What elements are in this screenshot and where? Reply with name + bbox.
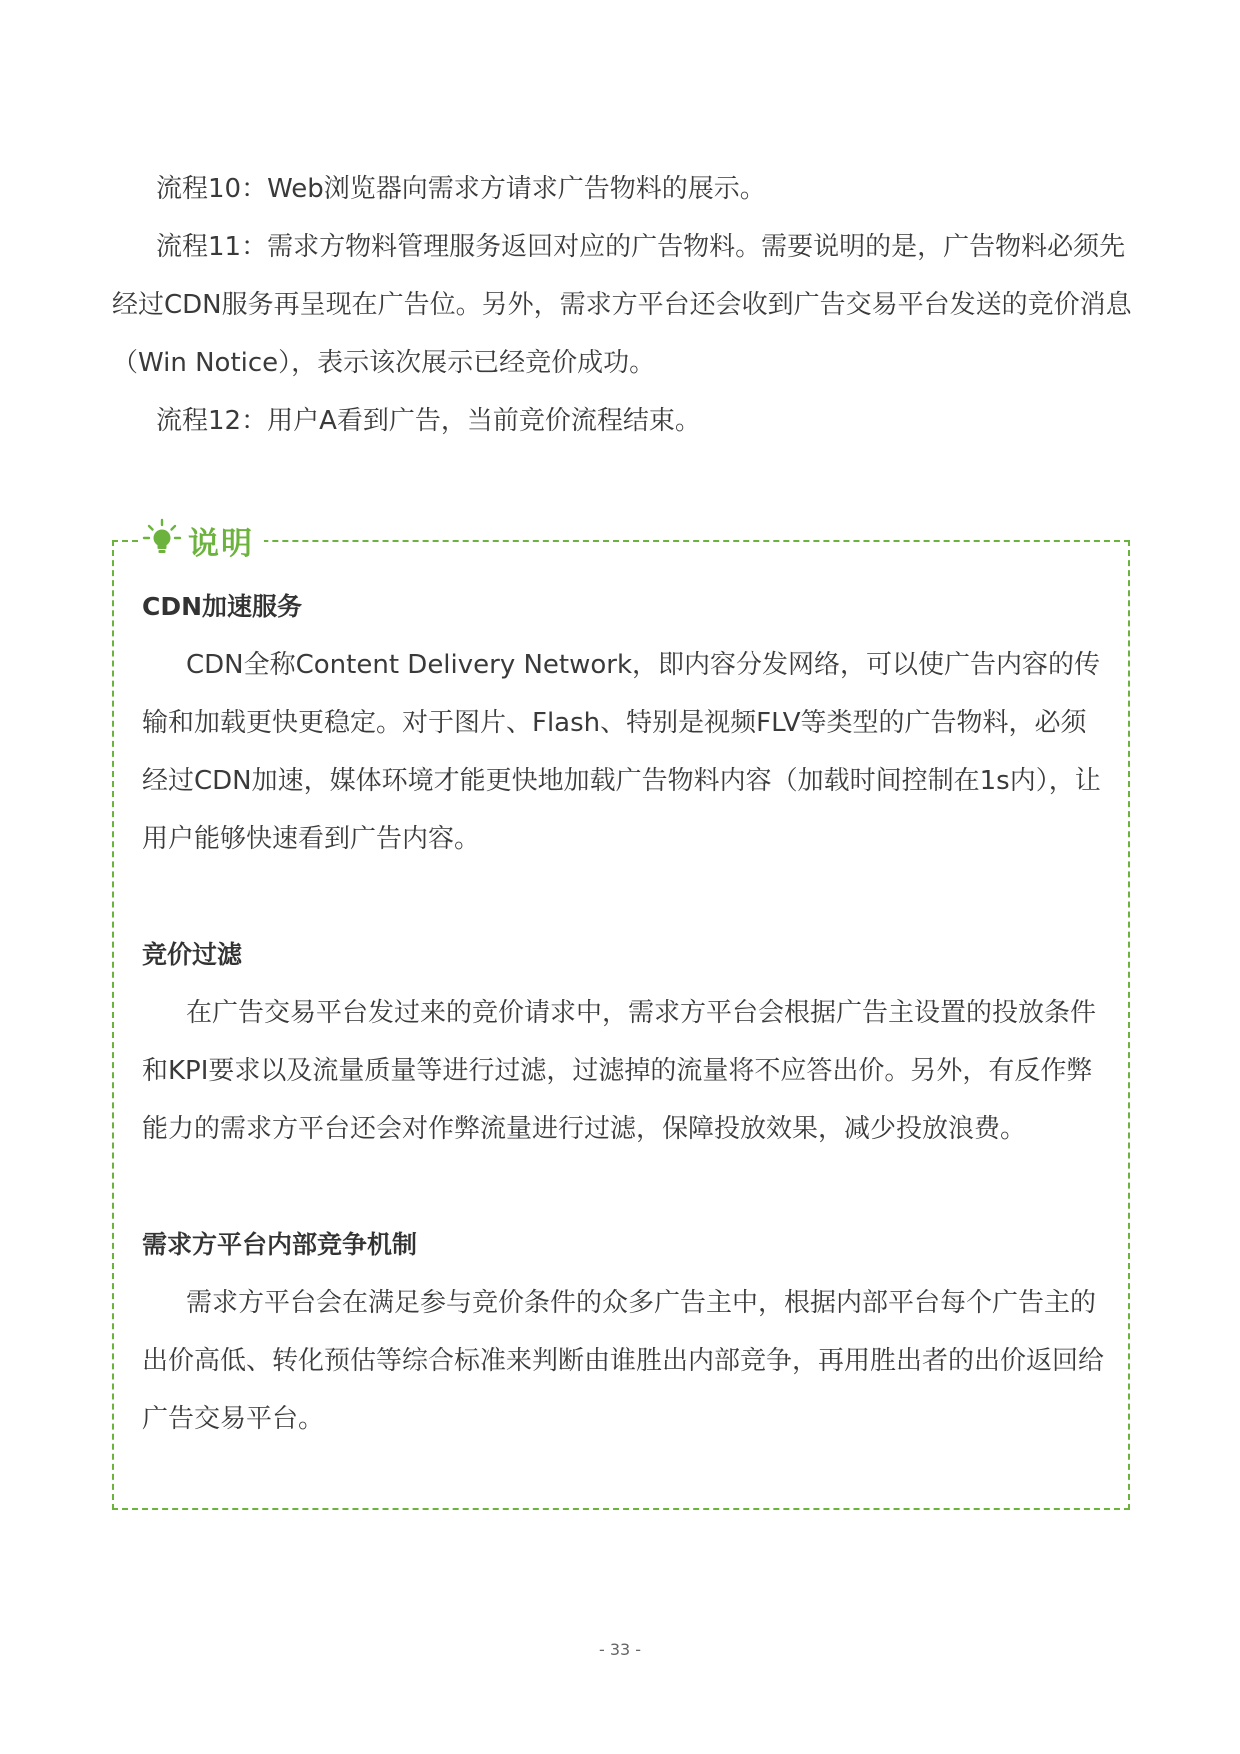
lightbulb-icon bbox=[142, 518, 182, 562]
section-spacer bbox=[142, 1158, 1110, 1216]
section-body-cdn: CDN全称Content Delivery Network，即内容分发网络，可以使广告内容的传输和加载更快更稳定。对于图片、Flash、特别是视频FLV等类型的广告物料，必须经过CDN加速，媒体环境才能更快地加载广告物料内容（加载时间控制在1s内），让用户能够快速看到广告内容。 bbox=[142, 650, 1101, 854]
intro-text bbox=[112, 160, 1137, 450]
section-title-internal-competition: 需求方平台内部竞争机制 bbox=[142, 1230, 418, 1259]
page-number: - 33 - bbox=[598, 1640, 642, 1659]
section-body-internal-competition: 需求方平台会在满足参与竞价条件的众多广告主中，根据内部平台每个广告主的出价高低、转化预估等综合标准来判断由谁胜出内部竞争，再用胜出者的出价返回给广告交易平台。 bbox=[142, 1288, 1105, 1434]
section-body-bid-filter: 在广告交易平台发过来的竞价请求中，需求方平台会根据广告主设置的投放条件和KPI要求以及流量质量等进行过滤，过滤掉的流量将不应答出价。另外，有反作弊能力的需求方平台还会对作弊流量进行过滤，保障投放效果，减少投放浪费。 bbox=[142, 998, 1097, 1144]
section-title-bid-filter: 竞价过滤 bbox=[142, 940, 243, 969]
note-title: 说明 bbox=[188, 525, 254, 562]
paragraph-step-12: 流程12：用户A看到广告，当前竞价流程结束。 bbox=[156, 406, 701, 436]
paragraph-step-11: 流程11：需求方物料管理服务返回对应的广告物料。需要说明的是，广告物料必须先经过CDN服务再呈现在广告位。另外，需求方平台还会收到广告交易平台发送的竞价消息（Win Notice），表示该次展示已经竞价成功。 bbox=[112, 232, 1132, 378]
note-header bbox=[138, 518, 264, 562]
section-spacer bbox=[142, 868, 1110, 926]
section-title-cdn: CDN加速服务 bbox=[142, 592, 303, 621]
paragraph-step-10: 流程10：Web浏览器向需求方请求广告物料的展示。 bbox=[156, 174, 766, 204]
note-content bbox=[142, 578, 1110, 1448]
